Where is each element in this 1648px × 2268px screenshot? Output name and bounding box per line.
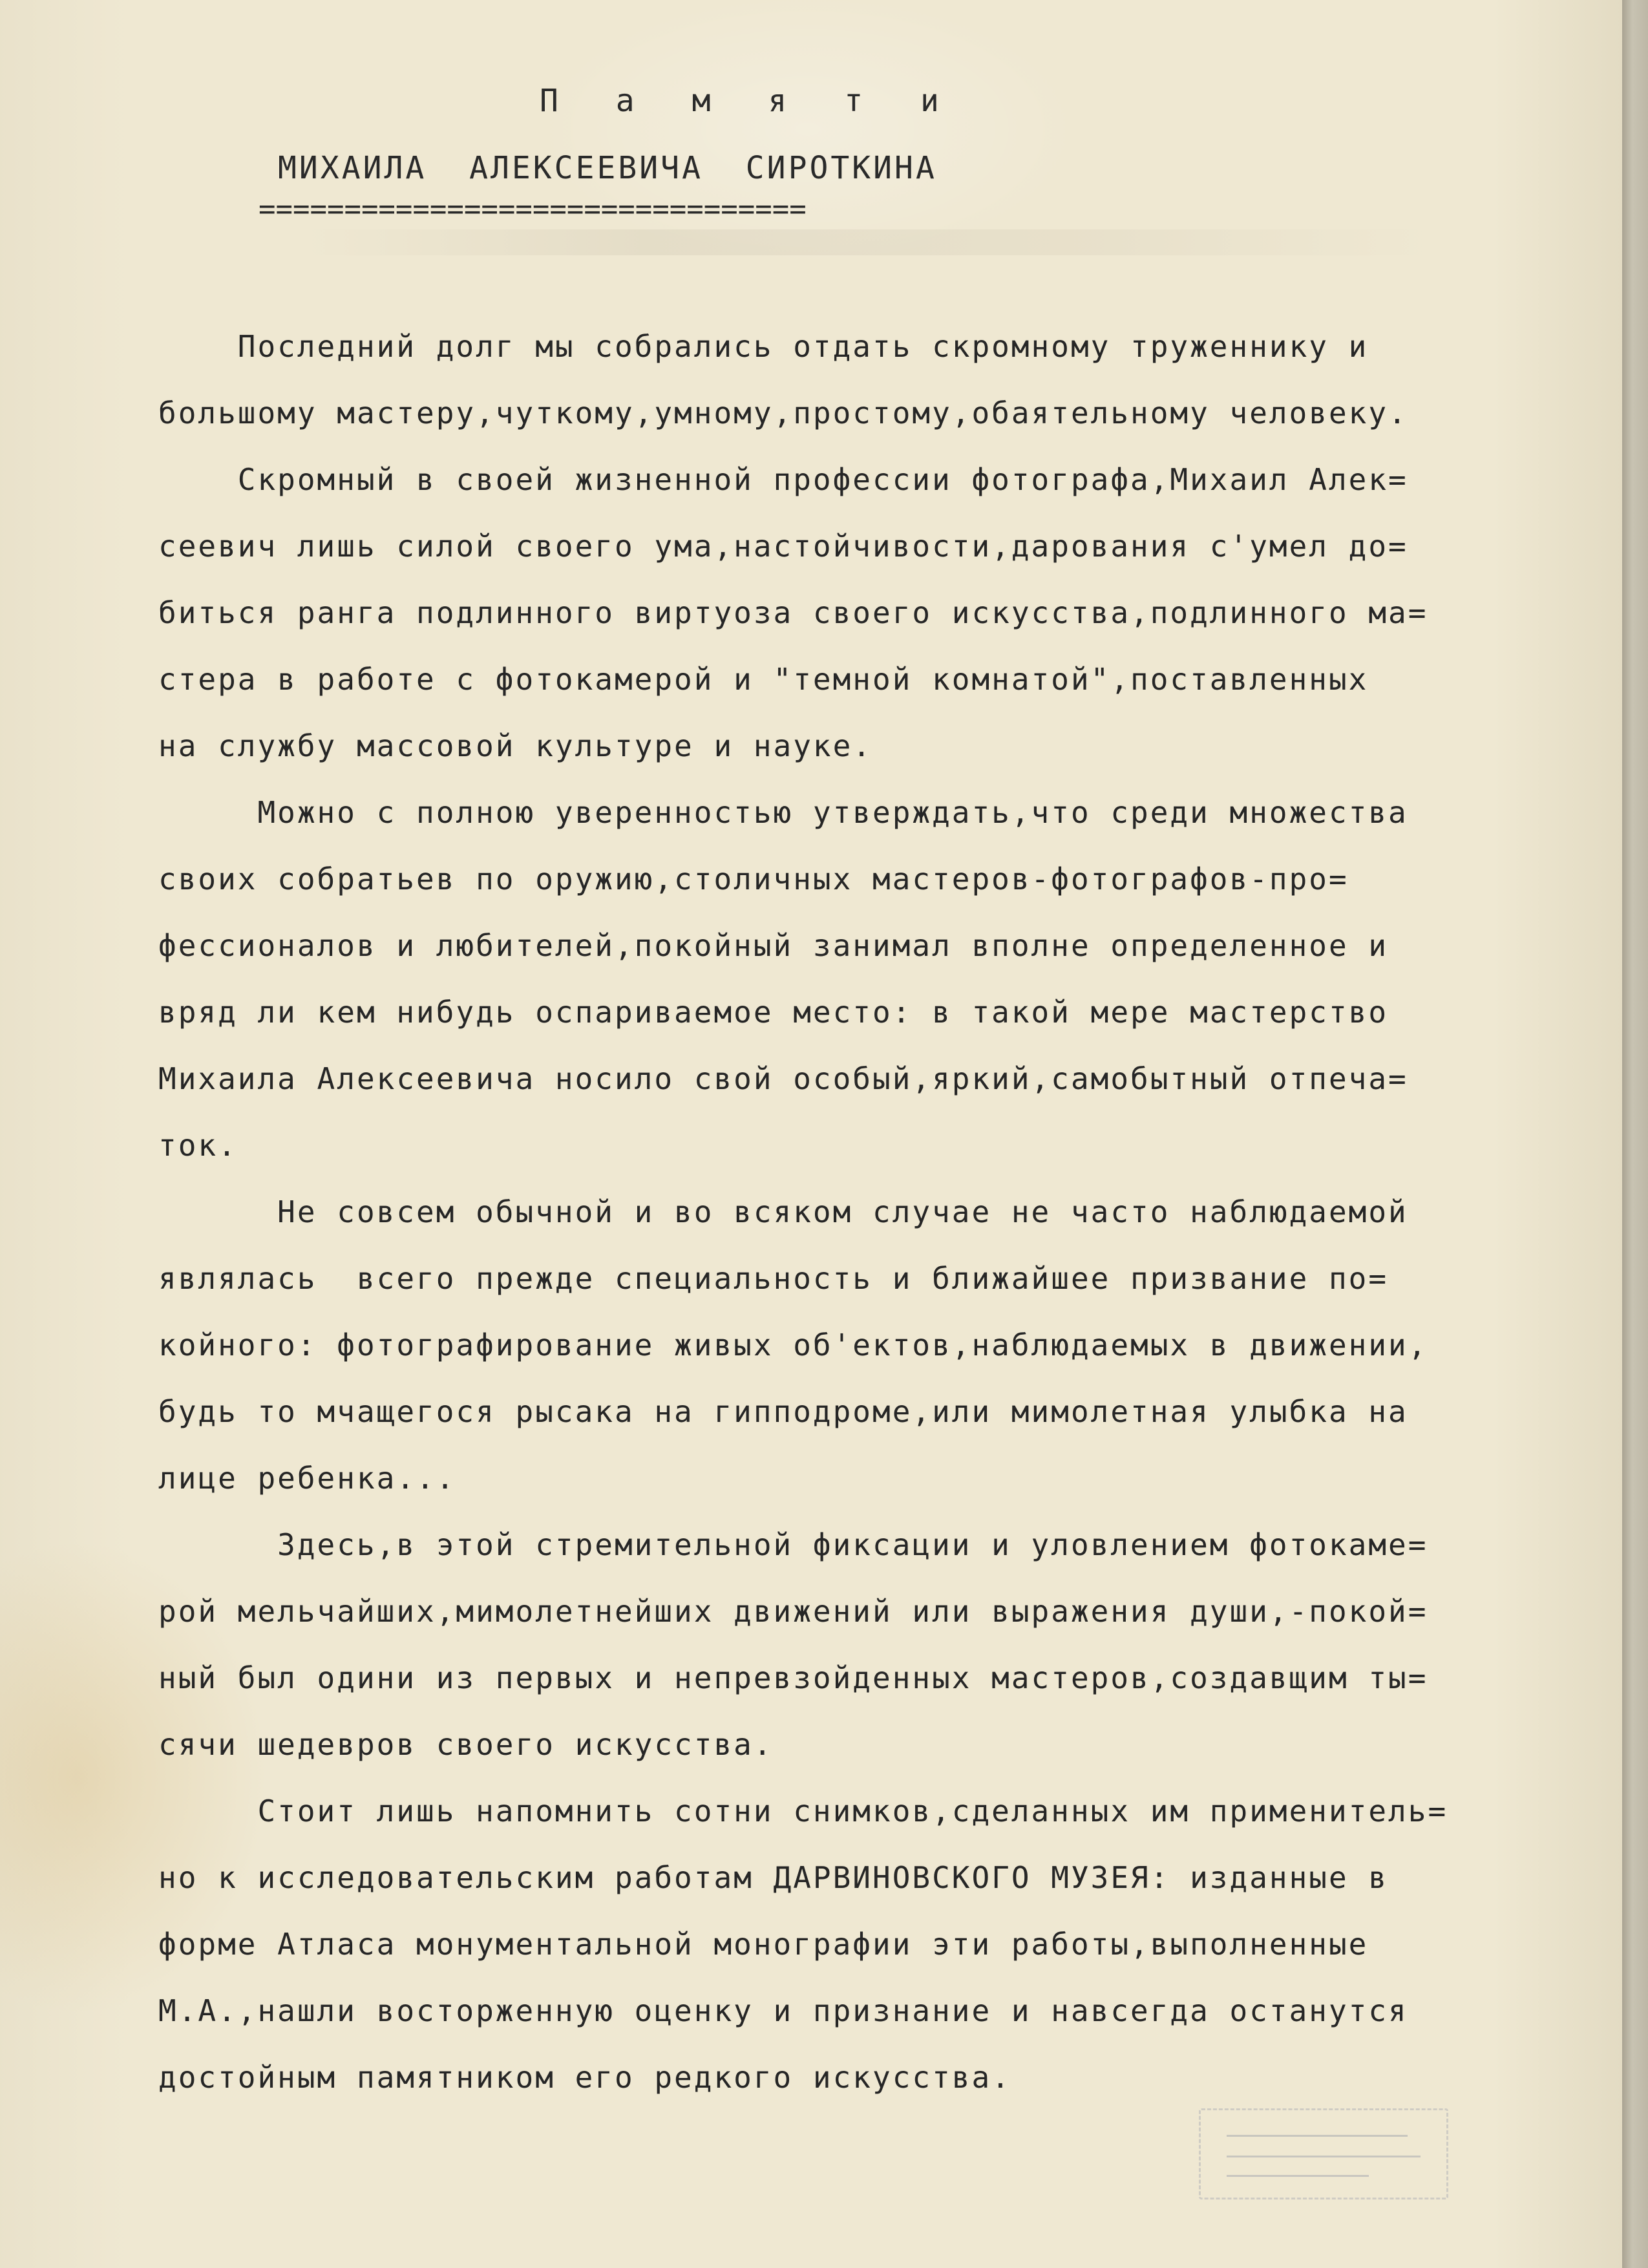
text-line: на службу массовой культуре и науке. xyxy=(158,728,872,763)
text-line: биться ранга подлинного виртуоза своего искусства,подлинного ма= xyxy=(158,595,1428,630)
show-through-text xyxy=(304,229,1435,255)
text-line: Здесь,в этой стремительной фиксации и уловлением фотокаме= xyxy=(158,1527,1428,1562)
text-line: своих собратьев по оружию,столичных мастеров-фотографов-про= xyxy=(158,862,1349,896)
heading-underline: ================================ xyxy=(259,193,807,226)
text-line: достойным памятником его редкого искусства. xyxy=(158,2060,1011,2095)
text-line: ток. xyxy=(158,1128,238,1163)
text-line: койного: фотографирование живых об'ектов,наблюдаемых в движении, xyxy=(158,1328,1428,1362)
text-line: Не совсем обычной и во всяком случае не часто наблюдаемой xyxy=(158,1194,1408,1229)
text-line: будь то мчащегося рысака на гипподроме,или мимолетная улыбка на xyxy=(158,1394,1408,1429)
text-line: Последний долг мы собрались отдать скромному труженнику и xyxy=(158,329,1369,364)
heading-title: П а м я т и xyxy=(540,83,958,119)
text-line: сеевич лишь силой своего ума,настойчивости,дарования с'умел до= xyxy=(158,529,1408,564)
text-line: стера в работе с фотокамерой и "темной комнатой",поставленных xyxy=(158,662,1369,697)
document-body xyxy=(158,313,1554,2111)
heading-name: МИХАИЛА АЛЕКСЕЕВИЧА СИРОТКИНА xyxy=(278,150,937,186)
archive-stamp xyxy=(1199,2108,1448,2199)
text-line: Скромный в своей жизненной профессии фотографа,Михаил Алек= xyxy=(158,462,1408,497)
text-line: форме Атласа монументальной монографии эти работы,выполненные xyxy=(158,1927,1369,1962)
text-line: большому мастеру,чуткому,умному,простому,обаятельному человеку. xyxy=(158,396,1408,430)
text-line: фессионалов и любителей,покойный занимал вполне определенное и xyxy=(158,928,1389,963)
text-line: ный был одини из первых и непревзойденных мастеров,создавщим ты= xyxy=(158,1660,1428,1695)
text-line: являлась всего прежде специальность и ближайшее призвание по= xyxy=(158,1261,1389,1296)
text-line: Стоит лишь напомнить сотни снимков,сделанных им применитель= xyxy=(158,1794,1448,1828)
text-line: лице ребенка... xyxy=(158,1461,456,1496)
text-line: сячи шедевров своего искусства. xyxy=(158,1727,774,1762)
text-line: но к исследовательским работам ДАРВИНОВСКОГО МУЗЕЯ: изданные в xyxy=(158,1860,1389,1895)
text-line: Можно с полною уверенностью утверждать,что среди множества xyxy=(158,795,1408,830)
text-line: Михаила Алексеевича носило свой особый,яркий,самобытный отпеча= xyxy=(158,1061,1408,1096)
text-line: рой мельчайших,мимолетнейших движений или выражения души,-покой= xyxy=(158,1594,1428,1629)
text-line: М.А.,нашли восторженную оценку и признание и навсегда останутся xyxy=(158,1993,1408,2028)
scan-edge xyxy=(1622,0,1648,2268)
text-line: вряд ли кем нибудь оспариваемое место: в такой мере мастерство xyxy=(158,995,1389,1030)
